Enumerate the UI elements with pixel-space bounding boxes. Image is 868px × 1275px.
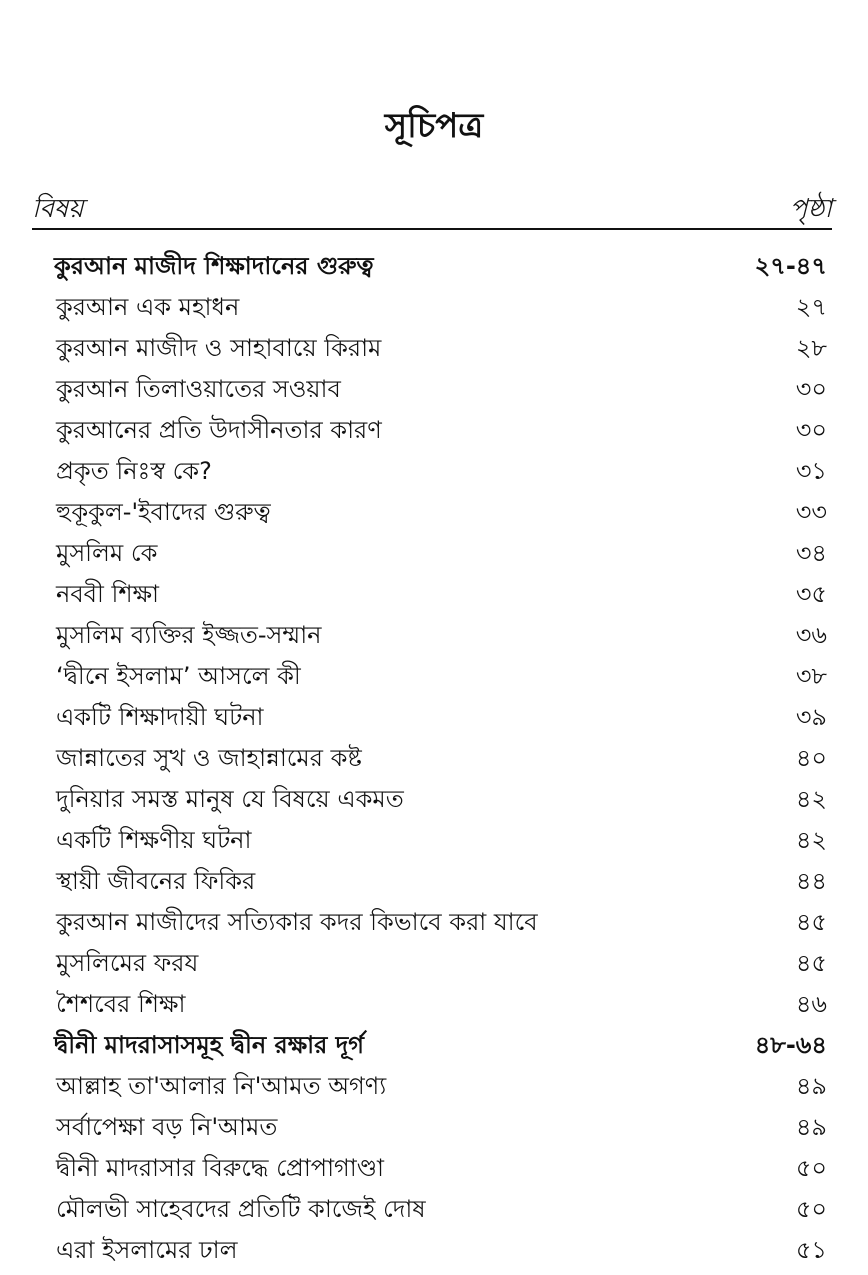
toc-entry-row [32,1064,827,1105]
toc-entry-row [32,613,827,654]
toc-entry-row [32,1187,827,1228]
toc-page-number: ৪২ [795,785,827,813]
toc-entry-row [32,449,827,490]
toc-entry-title: কুরআন এক মহাধন [56,293,240,321]
toc-page-number: ২৭ [795,293,827,321]
toc-page-number: ৩০ [795,375,827,403]
toc-entry-title: মৌলভী সাহেবদের প্রতিটি কাজেই দোষ [56,1195,426,1223]
toc-section-title: কুরআন মাজীদ শিক্ষাদানের গুরুত্ব [54,252,374,280]
toc-page-number: ৩৪ [795,539,827,567]
toc-entry-row [32,326,827,367]
toc-entry-title: নববী শিক্ষা [56,580,160,608]
toc-entry-row [32,859,827,900]
toc-entry-title: ‘দ্বীনে ইসলাম’ আসলে কী [56,662,301,690]
toc-page-number: ৩০ [795,416,827,444]
toc-entry-row [32,818,827,859]
page-title: সূচিপত্র [384,106,484,146]
toc-entry-title: জান্নাতের সুখ ও জাহান্নামের কষ্ট [56,744,362,772]
toc-entry-title: একটি শিক্ষণীয় ঘটনা [56,826,252,854]
toc-entry-title: আল্লাহ তা'আলার নি'আমত অগণ্য [56,1072,387,1100]
toc-page-number: ৩৮ [795,662,827,690]
toc-page-number: ২৮ [795,334,827,362]
toc-page-number: ৩৩ [795,498,827,526]
toc-section-title: দ্বীনী মাদরাসাসমূহ দ্বীন রক্ষার দূর্গ [54,1031,365,1059]
toc-page-number: ২৭-৪৭ [754,252,827,280]
toc-page-number: ৪৫ [795,949,827,977]
toc-entry-row [32,777,827,818]
toc-entry-row [32,1146,827,1187]
toc-entry-row [32,572,827,613]
toc-page-number: ৪৬ [795,990,827,1018]
toc-header [32,188,832,230]
toc-entry-row [32,490,827,531]
toc-entry-row [32,941,827,982]
toc-entry-title: কুরআন মাজীদ ও সাহাবায়ে কিরাম [56,334,382,362]
toc-entry-title: কুরআনের প্রতি উদাসীনতার কারণ [56,416,382,444]
toc-entry-row [32,531,827,572]
toc-entry-title: মুসলিম কে [56,539,158,567]
toc-entry-title: সর্বাপেক্ষা বড় নি'আমত [56,1113,278,1141]
toc-page-number: ৪৮-৬৪ [754,1031,827,1059]
page-column-label: পৃষ্ঠা [789,194,832,224]
subject-column-label: বিষয় [32,194,84,224]
toc-entry-title: প্রকৃত নিঃস্ব কে? [56,457,212,485]
toc-entry-row [32,900,827,941]
toc-entry-title: হুকূকুল-'ইবাদের গুরুত্ব [56,498,271,526]
toc-entry-title: দুনিয়ার সমস্ত মানুষ যে বিষয়ে একমত [56,785,404,813]
toc-page-number: ৪৯ [795,1113,827,1141]
toc-page-number: ৪৫ [795,908,827,936]
toc-page-number: ৫১ [795,1236,827,1264]
toc-page-number: ৩৫ [795,580,827,608]
toc-page-number: ৪৪ [795,867,827,895]
toc-entry-row [32,367,827,408]
toc-entry-title: কুরআন তিলাওয়াতের সওয়াব [56,375,341,403]
toc-page-number: ৪০ [795,744,827,772]
toc-page-number: ৪২ [795,826,827,854]
toc-entry-row [32,736,827,777]
toc-entry-title: মুসলিম ব্যক্তির ইজ্জত-সম্মান [56,621,322,649]
toc-section-row [32,244,827,285]
toc-entry-title: একটি শিক্ষাদায়ী ঘটনা [56,703,264,731]
toc-entry-title: শৈশবের শিক্ষা [56,990,186,1018]
toc-page-number: ৩৬ [795,621,827,649]
toc-entry-title: স্থায়ী জীবনের ফিকির [56,867,256,895]
toc-entry-row [32,285,827,326]
toc-entry-row [32,982,827,1023]
toc-list [32,244,827,1269]
toc-page-number: ৩৯ [795,703,827,731]
toc-entry-title: এরা ইসলামের ঢাল [56,1236,238,1264]
toc-page-number: ৪৯ [795,1072,827,1100]
toc-entry-title: মুসলিমের ফরয [56,949,199,977]
toc-entry-title: দ্বীনী মাদরাসার বিরুদ্ধে প্রোপাগাণ্ডা [56,1154,385,1182]
toc-entry-row [32,1228,827,1269]
toc-page-number: ৫০ [795,1154,827,1182]
toc-section-row [32,1023,827,1064]
toc-entry-row [32,695,827,736]
toc-entry-row [32,654,827,695]
toc-page-number: ৫০ [795,1195,827,1223]
toc-entry-title: কুরআন মাজীদের সত্যিকার কদর কিভাবে করা যাবে [56,908,538,936]
toc-entry-row [32,1105,827,1146]
toc-page-number: ৩১ [795,457,827,485]
toc-entry-row [32,408,827,449]
